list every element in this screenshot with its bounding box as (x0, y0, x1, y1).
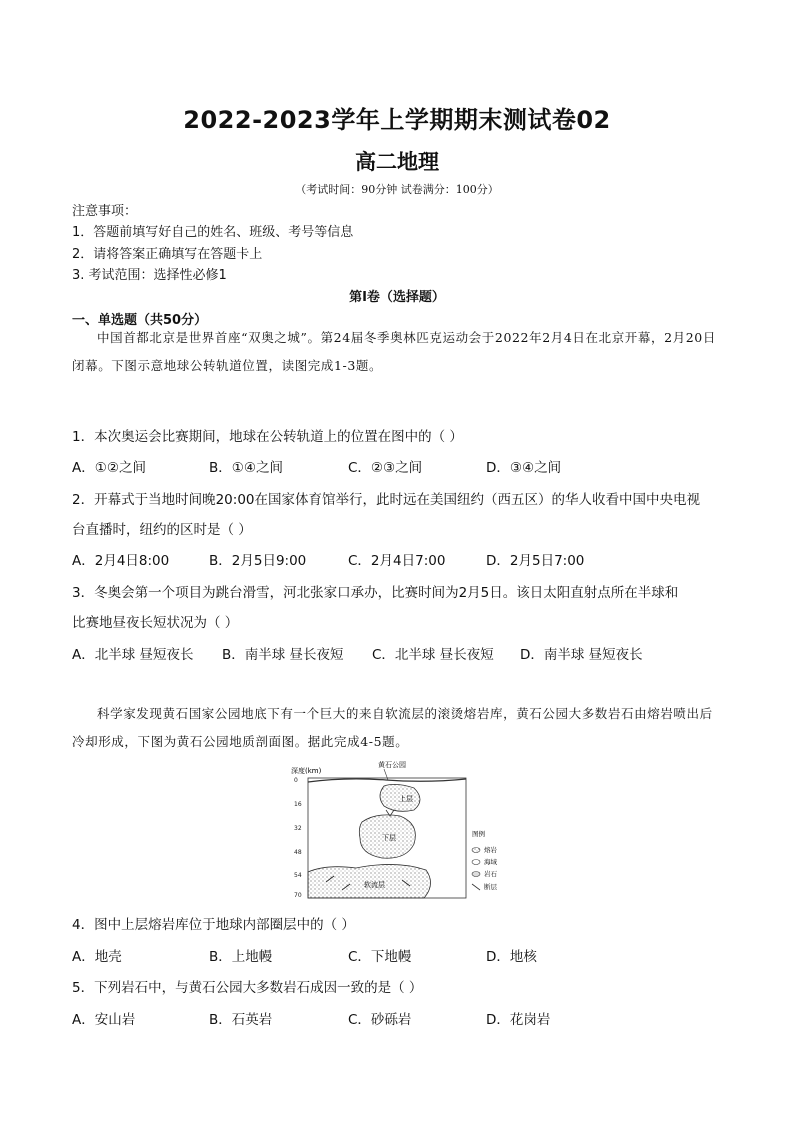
q3-option-a: A．北半球 昼短夜长 (72, 647, 194, 663)
note-item: 3. 考试范围：选择性必修1 (72, 268, 227, 283)
note-item: 1．答题前填写好自己的姓名、班级、考号等信息 (72, 225, 354, 240)
question-1: 1．本次奥运会比赛期间，地球在公转轨道上的位置在图中的（ ） (72, 429, 463, 445)
q2-option-c: C．2月4日7:00 (348, 553, 446, 569)
legend-fault-swatch (472, 884, 480, 890)
ground-surface (308, 779, 466, 782)
legend-item: 熔岩 (484, 846, 497, 854)
depth-tick: 48 (294, 849, 302, 856)
geologic-cross-section-figure (286, 760, 516, 902)
cross-section-svg (286, 760, 516, 902)
legend-item: 岩石 (484, 870, 497, 878)
legend-title: 图例 (472, 830, 485, 838)
q5-option-a: A．安山岩 (72, 1012, 136, 1028)
q2-option-b: B．2月5日9:00 (209, 553, 307, 569)
q4-option-a: A．地壳 (72, 949, 122, 965)
legend-lava-swatch (472, 848, 480, 853)
legend-rock-swatch (472, 872, 480, 877)
q4-option-c: C．下地幔 (348, 949, 412, 965)
subject-title: 高二地理 (355, 150, 439, 174)
question-5: 5．下列岩石中，与黄石公园大多数岩石成因一致的是（ ） (72, 980, 423, 996)
section-title: 第I卷（选择题） (349, 290, 445, 305)
park-label: 黄石公园 (378, 761, 406, 769)
exam-title: 2022-2023学年上学期期末测试卷02 (183, 106, 611, 134)
passage-1: 中国首都北京是世界首座“双奥之城”。第24届冬季奥林匹克运动会于2022年2月4日在北京开幕，2月20日闭幕。下图示意地球公转轨道位置，读图完成1-3题。 (72, 330, 716, 373)
upper-label: 上层 (399, 795, 413, 803)
q1-option-d: D．③④之间 (486, 460, 562, 476)
notes-heading: 注意事项： (72, 204, 138, 219)
q5-option-b: B．石英岩 (209, 1012, 273, 1028)
question-3: 3．冬奥会第一个项目为跳台滑雪，河北张家口承办，比赛时间为2月5日。该日太阳直射点所在半球和 (72, 585, 679, 601)
q1-option-a: A．①②之间 (72, 460, 146, 476)
q3-option-c: C．北半球 昼长夜短 (372, 647, 494, 663)
question-4: 4．图中上层熔岩库位于地球内部圈层中的（ ） (72, 917, 355, 933)
q4-option-d: D．地核 (486, 949, 537, 965)
q1-option-c: C．②③之间 (348, 460, 423, 476)
question-2-cont: 台直播时，纽约的区时是（ ） (72, 522, 252, 538)
depth-tick: 0 (294, 777, 298, 784)
depth-tick: 16 (294, 801, 302, 808)
depth-tick: 32 (294, 825, 302, 832)
note-item: 2．请将答案正确填写在答题卡上 (72, 247, 263, 262)
q5-option-d: D．花岗岩 (486, 1012, 551, 1028)
depth-tick: 70 (294, 892, 302, 899)
question-3-cont: 比赛地昼夜长短状况为（ ） (72, 615, 239, 631)
q3-option-d: D．南半球 昼短夜长 (520, 647, 643, 663)
q3-option-b: B．南半球 昼长夜短 (222, 647, 344, 663)
passage-2: 科学家发现黄石国家公园地底下有一个巨大的来自软流层的滚烫熔岩库，黄石公园大多数岩石由熔岩喷出后冷却形成，下图为黄石公园地质剖面图。据此完成4-5题。 (72, 706, 713, 749)
lower-label: 下层 (382, 834, 396, 842)
legend-item: 海域 (484, 858, 497, 866)
q2-option-d: D．2月5日7:00 (486, 553, 585, 569)
y-axis-label: 深度(km) (291, 767, 322, 775)
q1-option-b: B．①④之间 (209, 460, 283, 476)
question-2: 2．开幕式于当地时间晚20:00在国家体育馆举行，此时远在美国纽约（西五区）的华人收看中国中央电视 (72, 492, 700, 508)
part-title: 一、单选题（共50分） (72, 313, 208, 328)
exam-meta: （考试时间：90分钟 试卷满分：100分） (295, 183, 499, 196)
q4-option-b: B．上地幔 (209, 949, 273, 965)
legend-sea-swatch (472, 860, 480, 865)
q5-option-c: C．砂砾岩 (348, 1012, 412, 1028)
depth-tick: 54 (294, 872, 302, 879)
legend-item: 断层 (484, 883, 497, 891)
q2-option-a: A．2月4日8:00 (72, 553, 170, 569)
asthenosphere-label: 软流层 (364, 881, 385, 889)
